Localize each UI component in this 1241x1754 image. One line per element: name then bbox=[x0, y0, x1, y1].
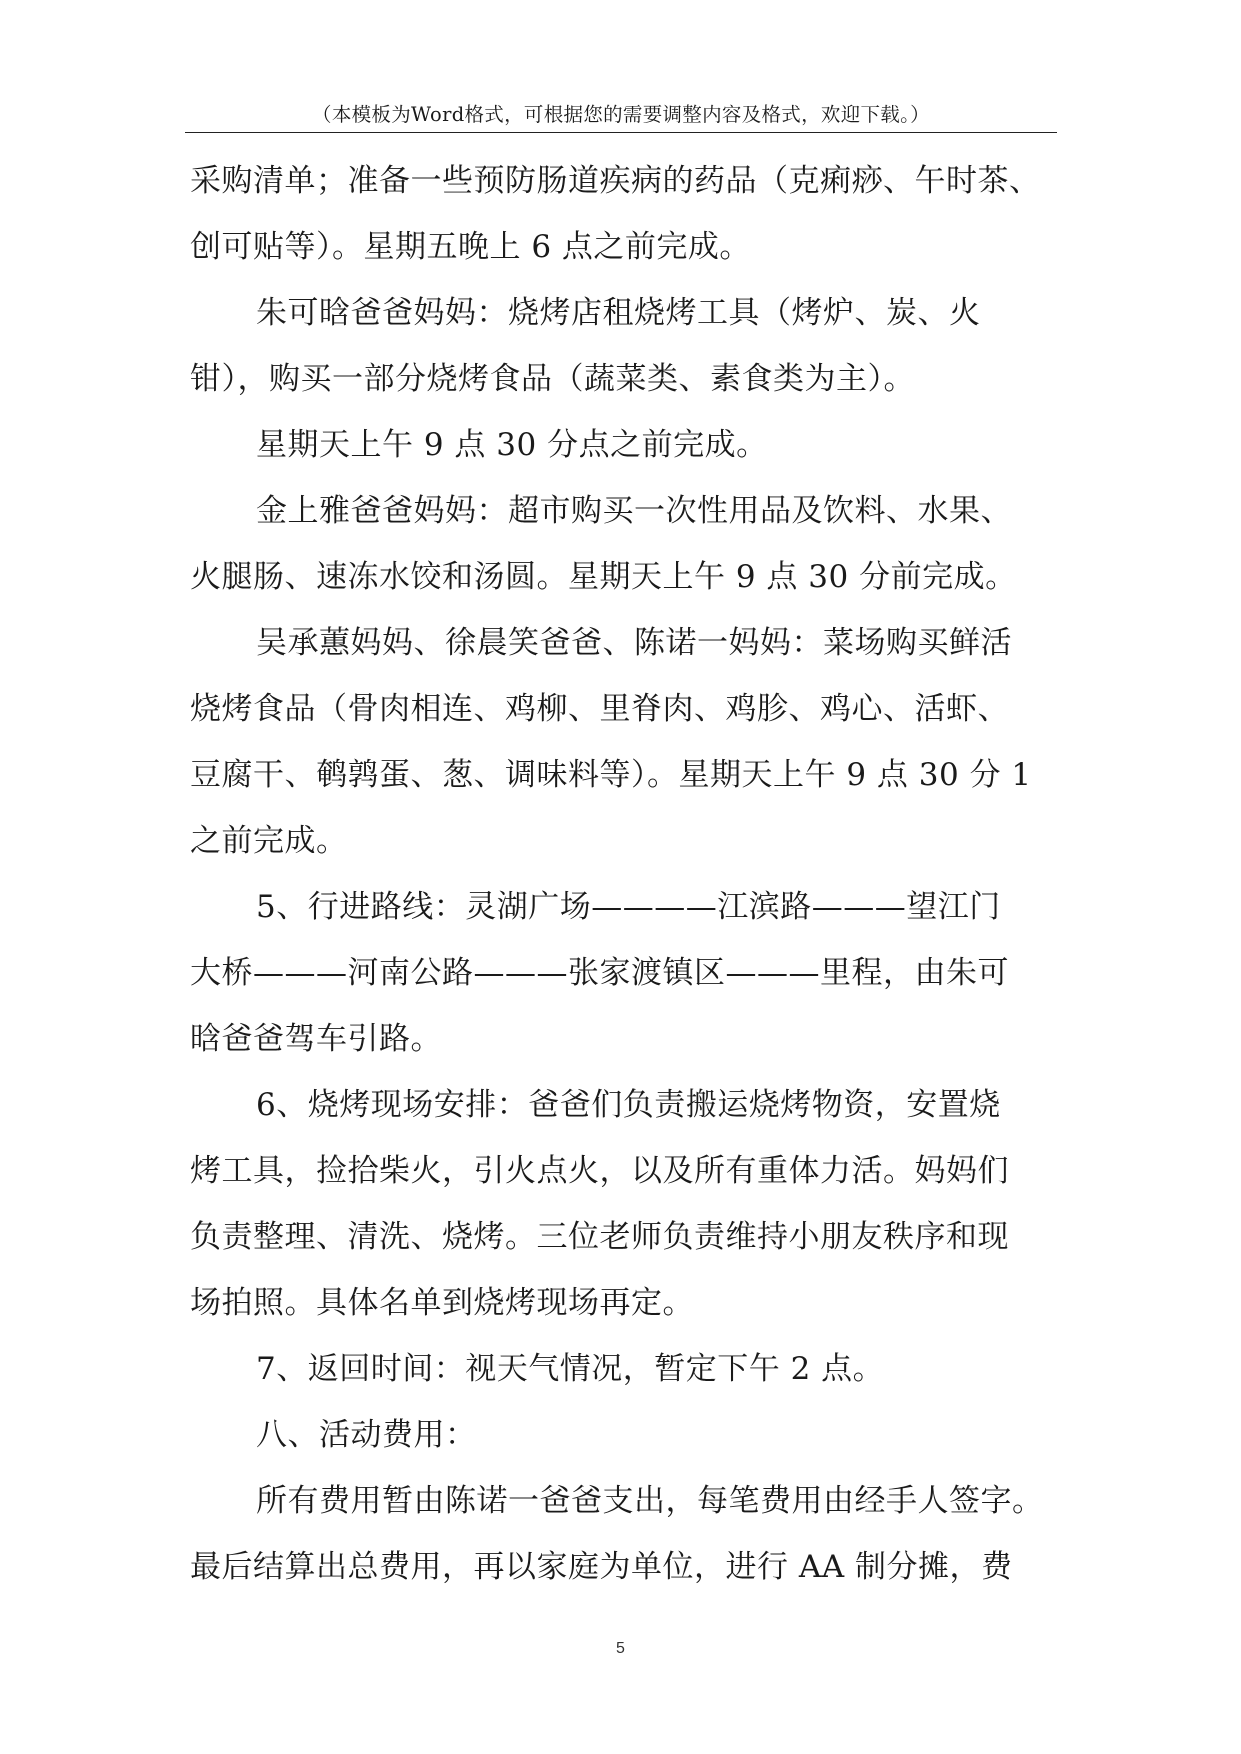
text-line: 所有费用暂由陈诺一爸爸支出，每笔费用由经手人签字。 bbox=[256, 1483, 1044, 1519]
text-line: 负责整理、清洗、烧烤。三位老师负责维持小朋友秩序和现 bbox=[190, 1219, 1009, 1255]
text-line: 场拍照。具体名单到烧烤现场再定。 bbox=[190, 1285, 694, 1321]
page-number: 5 bbox=[616, 1640, 625, 1657]
text-line: 烤工具，捡拾柴火，引火点火，以及所有重体力活。妈妈们 bbox=[190, 1153, 1009, 1189]
text-line: 6、烧烤现场安排：爸爸们负责搬运烧烤物资，安置烧 bbox=[256, 1087, 1001, 1123]
text-line: 7、返回时间：视天气情况，暂定下午 2 点。 bbox=[256, 1351, 885, 1387]
text-line: 最后结算出总费用，再以家庭为单位，进行 AA 制分摊，费 bbox=[190, 1549, 1013, 1585]
document-body bbox=[190, 148, 1090, 1600]
text-line: 创可贴等）。星期五晚上 6 点之前完成。 bbox=[190, 229, 751, 265]
text-line: 烧烤食品（骨肉相连、鸡柳、里脊肉、鸡胗、鸡心、活虾、 bbox=[190, 691, 1009, 727]
text-line: 八、活动费用： bbox=[256, 1417, 477, 1453]
text-line: 采购清单；准备一些预防肠道疾病的药品（克痢痧、午时茶、 bbox=[190, 163, 1041, 199]
text-line: 金上雅爸爸妈妈：超市购买一次性用品及饮料、水果、 bbox=[256, 493, 1012, 529]
text-line: 钳），购买一部分烧烤食品（蔬菜类、素食类为主）。 bbox=[190, 361, 915, 397]
text-line: 吴承蕙妈妈、徐晨笑爸爸、陈诺一妈妈：菜场购买鲜活 bbox=[256, 625, 1012, 661]
text-line: 豆腐干、鹌鹑蛋、葱、调味料等）。星期天上午 9 点 30 分 1 bbox=[190, 757, 1032, 793]
text-line: 5、行进路线：灵湖广场————江滨路———望江门 bbox=[256, 889, 1001, 925]
template-notice: （本模板为Word格式，可根据您的需要调整内容及格式，欢迎下载。） bbox=[312, 103, 930, 126]
text-line: 火腿肠、速冻水饺和汤圆。星期天上午 9 点 30 分前完成。 bbox=[190, 559, 1017, 595]
page-header bbox=[185, 96, 1057, 133]
text-line: 朱可晗爸爸妈妈：烧烤店租烧烤工具（烤炉、炭、火 bbox=[256, 295, 981, 331]
text-line: 星期天上午 9 点 30 分点之前完成。 bbox=[256, 427, 768, 463]
text-line: 大桥———河南公路———张家渡镇区———里程，由朱可 bbox=[190, 955, 1009, 991]
text-line: 晗爸爸驾车引路。 bbox=[190, 1021, 442, 1057]
text-line: 之前完成。 bbox=[190, 823, 348, 859]
